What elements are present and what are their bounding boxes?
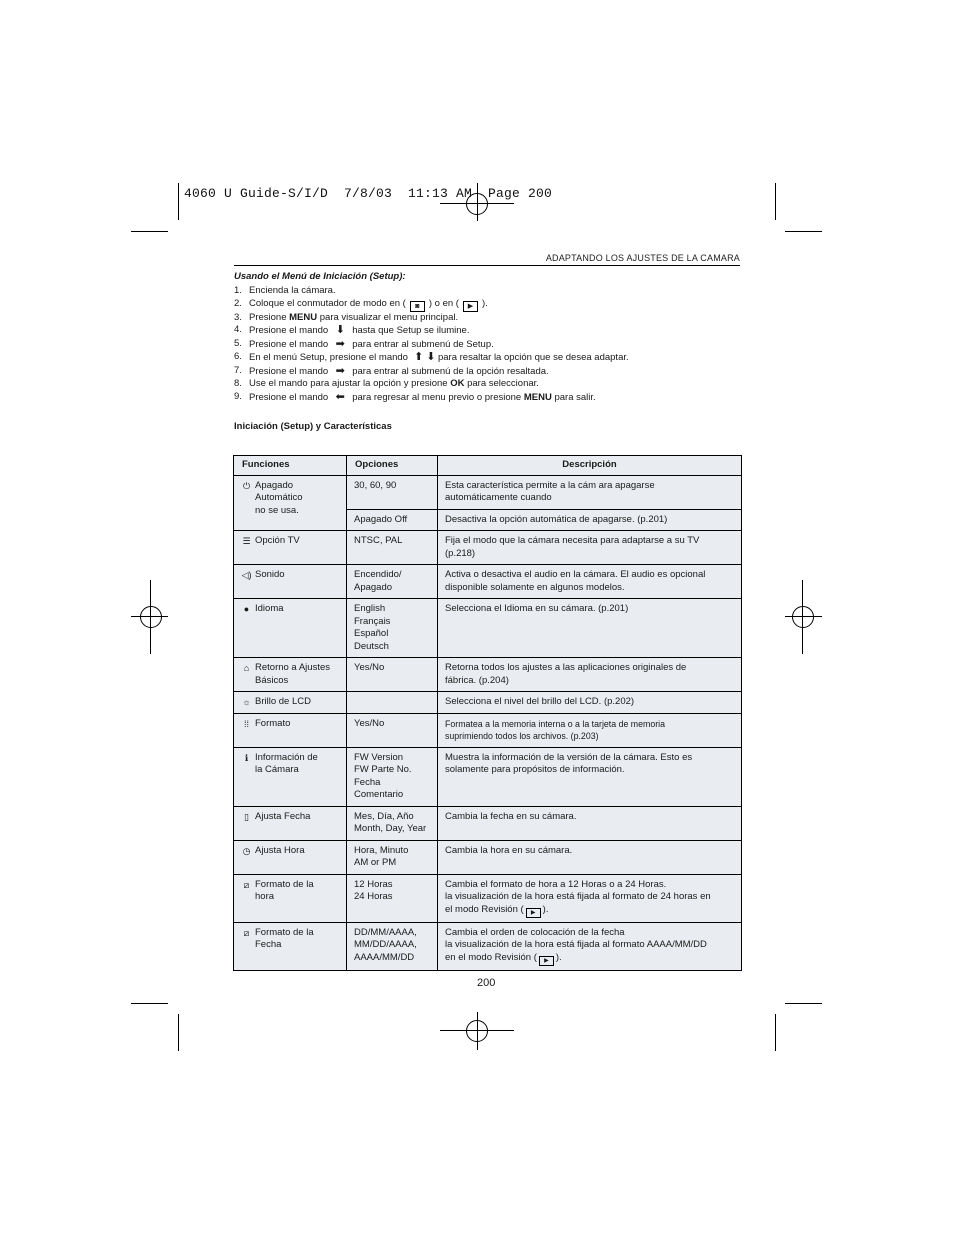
step-item: 3. Presione MENU para visualizar el menu principal. xyxy=(234,311,459,323)
crop-mark xyxy=(785,1003,822,1004)
sound-icon: ◁) xyxy=(241,570,252,580)
play-icon: ▶ xyxy=(463,301,478,312)
cell-funcion: ℹ Información de la Cámara xyxy=(234,747,347,806)
cell-descripcion: Esta característica permite a la cám ara apagarse automáticamente cuando xyxy=(438,475,742,509)
cell-funcion: ● Idioma xyxy=(234,599,347,658)
arrow-up-down-icon: ⬆ ⬇ xyxy=(413,351,436,363)
calendar-icon: ▯ xyxy=(244,811,249,822)
arrow-down-icon: ⬇ xyxy=(335,324,345,336)
registration-mark-right xyxy=(792,606,814,628)
table-row xyxy=(234,874,742,922)
setup-table xyxy=(233,455,742,971)
step-item: 1. Encienda la cámara. xyxy=(234,285,336,296)
registration-line xyxy=(802,580,803,654)
crop-mark xyxy=(785,231,822,232)
format-icon: ⁞⁞ xyxy=(243,718,249,729)
step-item: 7. Presione el mando ➡ para entrar al submenú de la opción resaltada. xyxy=(234,364,549,377)
cell-opciones: Yes/No xyxy=(347,713,438,747)
camera-icon: ◙ xyxy=(410,301,425,312)
table-row xyxy=(234,531,742,565)
cell-opciones: Mes, Día, Año Month, Day, Year xyxy=(347,806,438,840)
registration-line xyxy=(785,616,822,617)
crop-mark xyxy=(775,1014,776,1051)
language-icon: ● xyxy=(243,604,250,614)
table-row xyxy=(234,922,742,970)
print-slug: 4060 U Guide-S/I/D 7/8/03 11:13 AM Page 200 xyxy=(184,186,553,201)
brightness-icon: ☼ xyxy=(242,697,251,707)
table-row xyxy=(234,747,742,806)
header-rule xyxy=(234,265,740,266)
running-head: ADAPTANDO LOS AJUSTES DE LA CAMARA xyxy=(545,253,740,263)
cell-funcion: ⧄ Formato de la hora xyxy=(234,874,347,922)
step-item: 5. Presione el mando ➡ para entrar al submenú de Setup. xyxy=(234,337,494,350)
clock-icon: ◷ xyxy=(242,845,251,856)
crop-mark xyxy=(178,183,179,220)
cell-descripcion: Cambia la hora en su cámara. xyxy=(438,840,742,874)
table-header-row xyxy=(234,456,742,476)
section-title: Usando el Menú de Iniciación (Setup): xyxy=(234,271,406,282)
table-body xyxy=(234,475,742,970)
tv-icon: ☰ xyxy=(242,536,251,546)
table-row xyxy=(234,806,742,840)
arrow-right-icon: ➡ xyxy=(335,337,345,350)
cell-opciones: Yes/No xyxy=(347,658,438,692)
arrow-right-icon: ➡ xyxy=(335,364,345,377)
cell-funcion: ⌂ Retorno a Ajustes Básicos xyxy=(234,658,347,692)
column-header-descripcion: Descripción xyxy=(438,456,742,476)
registration-line xyxy=(150,580,151,654)
page-number: 200 xyxy=(477,977,496,989)
cell-funcion: ▯ Ajusta Fecha xyxy=(234,806,347,840)
table-row xyxy=(234,599,742,658)
crop-mark xyxy=(775,183,776,220)
table-row xyxy=(234,475,742,509)
cell-funcion: ☼ Brillo de LCD xyxy=(234,692,347,714)
time-format-icon: ⧄ xyxy=(243,879,250,890)
table-row xyxy=(234,658,742,692)
cell-opciones: Encendido/ Apagado xyxy=(347,565,438,599)
cell-funcion: ⧄ Formato de la Fecha xyxy=(234,922,347,970)
cell-opciones: 12 Horas 24 Horas xyxy=(347,874,438,922)
cell-opciones: 30, 60, 90 xyxy=(347,475,438,509)
date-format-icon: ⧄ xyxy=(243,927,250,938)
cell-funcion: ☰ Opción TV xyxy=(234,531,347,565)
cell-opciones: Hora, Minuto AM or PM xyxy=(347,840,438,874)
cell-descripcion: Retorna todos los ajustes a las aplicaciones originales de fábrica. (p.204) xyxy=(438,658,742,692)
play-icon: ▶ xyxy=(526,908,541,918)
cell-funcion: ⏻ Apagado Automático no se usa. xyxy=(234,475,347,531)
steps-list xyxy=(234,285,629,404)
column-header-opciones: Opciones xyxy=(347,456,438,476)
registration-mark-left xyxy=(140,606,162,628)
reset-icon: ⌂ xyxy=(243,663,250,673)
cell-descripcion: Cambia el orden de colocación de la fecha la visualización de la hora está fijada al formato AAAA/MM/DD en el modo Revisión ( ▶ ). xyxy=(438,922,742,970)
info-icon: ℹ xyxy=(244,752,249,763)
cell-descripcion: Selecciona el Idioma en su cámara. (p.201) xyxy=(438,599,742,658)
cell-opciones: FW Version FW Parte No. Fecha Comentario xyxy=(347,747,438,806)
cell-opciones: NTSC, PAL xyxy=(347,531,438,565)
registration-line xyxy=(477,1012,478,1050)
table-row xyxy=(234,713,742,747)
crop-mark xyxy=(131,231,168,232)
crop-mark xyxy=(131,1003,168,1004)
step-item: 2. Coloque el conmutador de modo en ( ◙ ) o en ( ▶ ). xyxy=(234,297,488,310)
cell-descripcion: Selecciona el nivel del brillo del LCD. (p.202) xyxy=(438,692,742,714)
step-item: 9. Presione el mando ⬅ para regresar al menu previo o presione MENU para salir. xyxy=(234,390,596,403)
step-item: 6. En el menú Setup, presione el mando ⬆ ⬇ para resaltar la opción que se desea adaptar. xyxy=(234,351,629,363)
table-row xyxy=(234,840,742,874)
cell-funcion: ◷ Ajusta Hora xyxy=(234,840,347,874)
table-row xyxy=(234,565,742,599)
step-item: 8. Use el mando para ajustar la opción y presione OK para seleccionar. xyxy=(234,378,539,389)
cell-descripcion: Activa o desactiva el audio en la cámara. El audio es opcional disponible solamente en algunos modelos. xyxy=(438,565,742,599)
cell-descripcion: Fija el modo que la cámara necesita para adaptarse a su TV (p.218) xyxy=(438,531,742,565)
table-row xyxy=(234,692,742,714)
power-icon: ⏻ xyxy=(242,480,251,491)
column-header-funciones: Funciones xyxy=(234,456,347,476)
arrow-left-icon: ⬅ xyxy=(335,390,345,403)
cell-opciones: DD/MM/AAAA, MM/DD/AAAA, AAAA/MM/DD xyxy=(347,922,438,970)
cell-funcion: ⁞⁞ Formato xyxy=(234,713,347,747)
cell-opciones xyxy=(347,692,438,714)
step-item: 4. Presione el mando ⬇ hasta que Setup se ilumine. xyxy=(234,324,470,336)
play-icon: ▶ xyxy=(539,956,554,966)
cell-descripcion: Muestra la información de la versión de la cámara. Esto es solamente para propósitos de información. xyxy=(438,747,742,806)
cell-descripcion: Cambia el formato de hora a 12 Horas o a 24 Horas. la visualización de la hora está fijada al formato de 24 horas en el modo Revisión ( ▶ ). xyxy=(438,874,742,922)
cell-opciones: Apagado Off xyxy=(347,509,438,531)
cell-descripcion: Cambia la fecha en su cámara. xyxy=(438,806,742,840)
table-title: Iniciación (Setup) y Características xyxy=(234,421,392,432)
cell-funcion: ◁) Sonido xyxy=(234,565,347,599)
crop-mark xyxy=(178,1014,179,1051)
cell-opciones: English Français Español Deutsch xyxy=(347,599,438,658)
cell-descripcion: Formatea a la memoria interna o a la tarjeta de memoria suprimiendo todos los archivos. (p.203) xyxy=(438,713,742,747)
cell-descripcion: Desactiva la opción automática de apagarse. (p.201) xyxy=(438,509,742,531)
